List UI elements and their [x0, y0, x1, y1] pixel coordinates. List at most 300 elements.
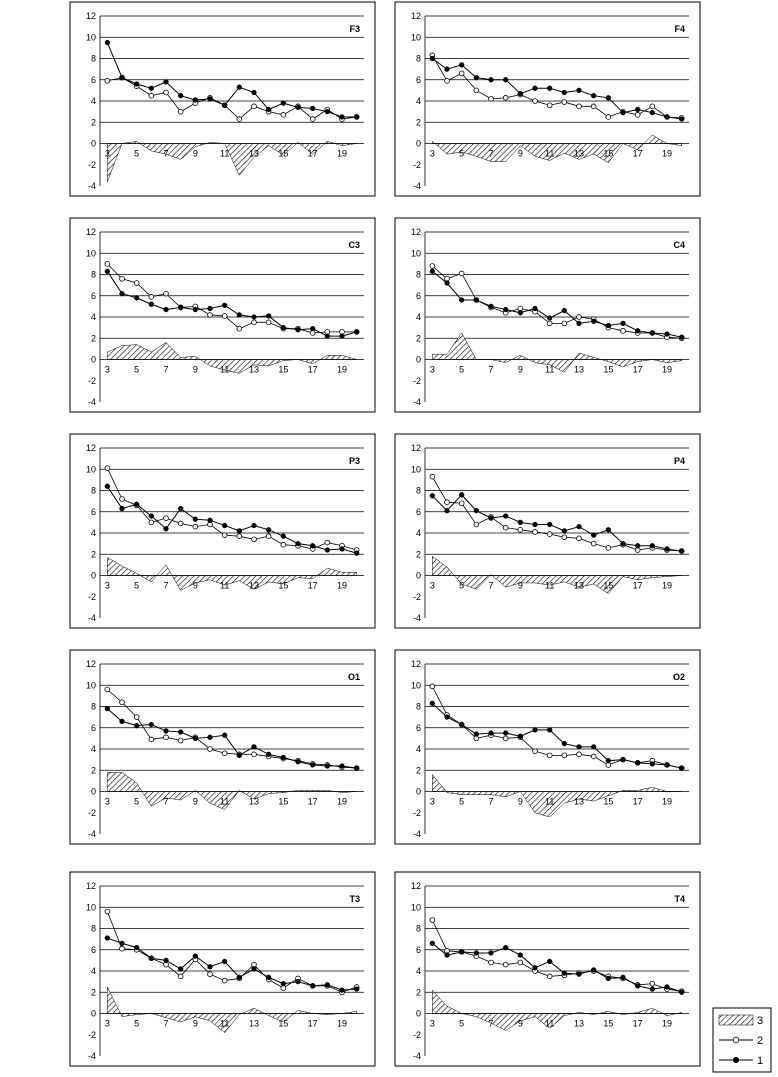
series-1-point: [577, 88, 582, 93]
series-1-point: [489, 77, 494, 82]
panel-title: O2: [672, 672, 685, 682]
series-1-point: [252, 523, 257, 528]
series-1-point: [325, 982, 330, 987]
x-tick-label: 5: [134, 580, 140, 591]
series-1-point: [635, 107, 640, 112]
series-1-point: [208, 735, 213, 740]
x-tick-label: 9: [517, 364, 523, 375]
series-2-point: [178, 521, 183, 526]
series-1-point: [296, 541, 301, 546]
series-1-point: [354, 329, 359, 334]
series-2-point: [503, 525, 508, 530]
series-1-point: [577, 524, 582, 529]
series-1-point: [577, 744, 582, 749]
x-tick-label: 7: [163, 796, 169, 807]
x-tick-label: 17: [632, 1018, 643, 1029]
x-tick-label: 5: [134, 1018, 140, 1029]
series-1-point: [518, 91, 523, 96]
series-1-point: [679, 335, 684, 340]
series-1-point: [325, 334, 330, 339]
series-1-point: [650, 110, 655, 115]
chart-panel-f3: [70, 2, 375, 196]
series-1-point: [354, 115, 359, 120]
series-1-point: [474, 508, 479, 513]
x-tick-label: 15: [278, 364, 289, 375]
series-2-point: [208, 747, 213, 752]
series-1-point: [562, 308, 567, 313]
y-tick-label: 10: [85, 902, 96, 913]
x-tick-label: 3: [104, 364, 110, 375]
x-tick-label: 9: [517, 148, 523, 159]
x-tick-label: 13: [573, 1018, 585, 1029]
series-1-point: [340, 764, 345, 769]
series-2-point: [489, 960, 494, 965]
series-2-point: [178, 738, 183, 743]
series-1-point: [606, 95, 611, 100]
chart-panel-t4: [395, 872, 700, 1066]
y-tick-label: -4: [412, 829, 421, 839]
series-2-point: [650, 104, 655, 109]
series-2-point: [120, 497, 125, 502]
series-2-point: [252, 752, 257, 757]
series-1-point: [164, 307, 169, 312]
series-2-point: [547, 532, 552, 537]
x-tick-label: 19: [336, 796, 348, 807]
series-1-point: [430, 269, 435, 274]
x-tick-label: 11: [219, 796, 230, 807]
x-tick-label: 13: [248, 796, 260, 807]
y-tick-label: 4: [415, 528, 421, 538]
panel-title: C4: [673, 240, 685, 250]
y-tick-label: 0: [415, 1008, 421, 1019]
series-1-point: [591, 968, 596, 973]
series-1-point: [340, 115, 345, 120]
series-1-point: [164, 958, 169, 963]
series-2-point: [120, 946, 125, 951]
panel-title: F4: [674, 24, 685, 34]
x-tick-label: 17: [632, 796, 643, 807]
x-tick-label: 3: [429, 580, 435, 591]
x-tick-label: 13: [573, 580, 585, 591]
series-1-point: [266, 107, 271, 112]
series-2-point: [430, 918, 435, 923]
x-tick-label: 15: [278, 796, 289, 807]
y-tick-label: 8: [415, 269, 421, 280]
x-tick-label: 17: [632, 148, 643, 159]
panel-title: T4: [674, 894, 685, 904]
y-tick-label: 4: [415, 312, 421, 322]
series-1-point: [134, 945, 139, 950]
y-tick-label: 2: [415, 117, 421, 128]
series-2-point: [149, 737, 154, 742]
series-1-point: [281, 534, 286, 539]
y-tick-label: 4: [90, 528, 96, 538]
y-tick-label: 8: [90, 269, 96, 280]
series-2-point: [591, 104, 596, 109]
series-2-point: [252, 537, 257, 542]
x-tick-label: 13: [248, 148, 260, 159]
series-2-point: [222, 751, 227, 756]
series-1-point: [120, 719, 125, 724]
y-tick-label: -2: [87, 375, 96, 386]
x-tick-label: 11: [544, 148, 555, 159]
x-tick-label: 17: [632, 364, 643, 375]
series-2-point: [533, 530, 538, 535]
series-2-point: [281, 112, 286, 117]
series-1-point: [310, 983, 315, 988]
x-tick-label: 13: [573, 796, 585, 807]
series-1-point: [562, 90, 567, 95]
y-tick-label: 12: [85, 881, 96, 891]
series-2-point: [577, 536, 582, 541]
y-tick-label: -2: [412, 375, 421, 386]
x-tick-label: 13: [248, 1018, 260, 1029]
y-tick-label: 6: [90, 290, 96, 301]
series-1-point: [222, 733, 227, 738]
series-2-point: [222, 314, 227, 319]
y-tick-label: 8: [90, 485, 96, 496]
x-tick-label: 13: [573, 148, 585, 159]
y-tick-label: 6: [90, 944, 96, 955]
series-1-point: [178, 730, 183, 735]
series-1-point: [459, 298, 464, 303]
series-1-point: [149, 722, 154, 727]
series-1-point: [459, 62, 464, 67]
series-2-point: [105, 78, 110, 83]
x-tick-label: 15: [603, 580, 614, 591]
x-tick-label: 11: [219, 364, 230, 375]
x-tick-label: 17: [632, 580, 643, 591]
x-tick-label: 13: [248, 364, 260, 375]
y-tick-label: 0: [90, 570, 96, 581]
panel-frame-t4: [395, 872, 700, 1066]
x-tick-label: 19: [661, 796, 673, 807]
series-2-point: [237, 117, 242, 122]
series-2-point: [621, 328, 626, 333]
legend-label-3: 3: [757, 1015, 764, 1027]
series-2-point: [503, 95, 508, 100]
series-1-point: [208, 306, 213, 311]
series-1-point: [533, 86, 538, 91]
series-1-point: [474, 951, 479, 956]
series-1-point: [533, 306, 538, 311]
y-tick-label: 0: [415, 570, 421, 581]
x-tick-label: 13: [573, 364, 585, 375]
series-1-point: [591, 533, 596, 538]
series-1-point: [606, 527, 611, 532]
series-1-point: [621, 975, 626, 980]
x-tick-label: 3: [104, 580, 110, 591]
y-tick-label: 6: [415, 74, 421, 85]
series-2-point: [547, 753, 552, 758]
y-tick-label: 12: [85, 11, 96, 21]
series-1-point: [635, 983, 640, 988]
series-1-point: [547, 522, 552, 527]
panel-frame-o1: [70, 650, 375, 844]
series-2-point: [193, 524, 198, 529]
x-tick-label: 5: [134, 364, 140, 375]
series-2-point: [164, 516, 169, 521]
series-1-point: [489, 304, 494, 309]
series-1-point: [665, 547, 670, 552]
series-2-point: [164, 291, 169, 296]
x-tick-label: 7: [488, 364, 494, 375]
series-1-point: [193, 736, 198, 741]
series-1-point: [266, 527, 271, 532]
series-1-point: [679, 766, 684, 771]
y-tick-label: 8: [90, 923, 96, 934]
series-1-point: [591, 319, 596, 324]
y-tick-label: 12: [85, 443, 96, 453]
series-2-point: [547, 974, 552, 979]
y-tick-label: -2: [87, 591, 96, 602]
x-tick-label: 5: [459, 796, 465, 807]
series-1-point: [178, 506, 183, 511]
y-tick-label: 4: [90, 96, 96, 106]
y-tick-label: 8: [415, 53, 421, 64]
series-1-point: [459, 492, 464, 497]
y-tick-label: 8: [90, 701, 96, 712]
x-tick-label: 19: [336, 580, 348, 591]
y-tick-label: -4: [412, 1051, 421, 1061]
series-1-point: [134, 295, 139, 300]
panel-title: P4: [673, 456, 685, 466]
y-tick-label: -4: [412, 181, 421, 191]
y-tick-label: 12: [410, 11, 421, 21]
series-1-point: [665, 763, 670, 768]
x-tick-label: 15: [603, 1018, 614, 1029]
series-1-point: [252, 315, 257, 320]
series-1-point: [296, 979, 301, 984]
series-1-point: [237, 528, 242, 533]
series-1-point: [635, 760, 640, 765]
series-2-point: [178, 109, 183, 114]
chart-panel-o2: [395, 650, 700, 844]
series-1-point: [621, 541, 626, 546]
series-1-point: [577, 972, 582, 977]
x-tick-label: 17: [307, 796, 318, 807]
y-tick-label: 8: [415, 923, 421, 934]
x-tick-label: 17: [307, 364, 318, 375]
series-1-point: [266, 314, 271, 319]
chart-panel-c4: [395, 218, 700, 412]
x-tick-label: 7: [488, 796, 494, 807]
series-2-point: [635, 112, 640, 117]
series-2-point: [562, 100, 567, 105]
series-1-point: [120, 291, 125, 296]
series-2-point: [459, 501, 464, 506]
series-1-point: [474, 732, 479, 737]
series-1-point: [134, 502, 139, 507]
x-tick-label: 3: [429, 1018, 435, 1029]
series-1-point: [445, 508, 450, 513]
series-1-point: [296, 759, 301, 764]
series-2-point: [310, 117, 315, 122]
chart-panel-t3: [70, 872, 375, 1066]
series-1-point: [222, 523, 227, 528]
series-2-point: [325, 540, 330, 545]
series-2-point: [178, 974, 183, 979]
panel-frame-p4: [395, 434, 700, 628]
series-1-point: [547, 959, 552, 964]
series-1-point: [164, 79, 169, 84]
x-tick-label: 3: [104, 148, 110, 159]
series-2-point: [606, 545, 611, 550]
series-1-point: [354, 987, 359, 992]
series-1-point: [503, 945, 508, 950]
x-tick-label: 17: [307, 148, 318, 159]
x-tick-label: 7: [488, 148, 494, 159]
series-1-point: [340, 547, 345, 552]
legend-marker-1: [733, 1057, 739, 1063]
series-1-point: [459, 722, 464, 727]
series-1-point: [193, 517, 198, 522]
y-tick-label: 6: [415, 506, 421, 517]
y-tick-label: 4: [415, 966, 421, 976]
x-tick-label: 5: [134, 796, 140, 807]
series-1-point: [149, 956, 154, 961]
series-1-point: [665, 985, 670, 990]
series-1-point: [252, 744, 257, 749]
series-1-point: [340, 334, 345, 339]
x-tick-label: 13: [248, 580, 260, 591]
x-tick-label: 19: [336, 1018, 348, 1029]
x-tick-label: 5: [459, 1018, 465, 1029]
series-1-point: [193, 98, 198, 103]
series-1-point: [178, 93, 183, 98]
x-tick-label: 9: [517, 796, 523, 807]
y-tick-label: 2: [415, 765, 421, 776]
y-tick-label: -4: [412, 613, 421, 623]
x-tick-label: 7: [488, 580, 494, 591]
x-tick-label: 11: [544, 580, 555, 591]
series-1-point: [445, 67, 450, 72]
y-tick-label: 4: [415, 744, 421, 754]
series-1-point: [635, 543, 640, 548]
series-1-point: [325, 764, 330, 769]
x-tick-label: 9: [192, 1018, 198, 1029]
series-1-point: [120, 941, 125, 946]
y-tick-label: 10: [410, 32, 421, 43]
x-tick-label: 11: [219, 148, 230, 159]
series-2-point: [562, 535, 567, 540]
series-2-point: [445, 78, 450, 83]
series-1-point: [208, 518, 213, 523]
y-tick-label: -4: [87, 181, 96, 191]
y-tick-label: 12: [410, 443, 421, 453]
x-tick-label: 9: [192, 796, 198, 807]
series-1-point: [178, 305, 183, 310]
series-2-point: [533, 99, 538, 104]
chart-panel-f4: [395, 2, 700, 196]
series-2-point: [105, 466, 110, 471]
x-tick-label: 9: [192, 148, 198, 159]
x-tick-label: 17: [307, 580, 318, 591]
series-2-point: [430, 264, 435, 269]
series-1-point: [665, 115, 670, 120]
x-tick-label: 5: [459, 580, 465, 591]
series-1-point: [679, 990, 684, 995]
y-tick-label: 0: [415, 354, 421, 365]
x-tick-label: 9: [192, 364, 198, 375]
series-1-point: [296, 105, 301, 110]
series-1-point: [445, 953, 450, 958]
series-1-point: [650, 331, 655, 336]
y-tick-label: 12: [85, 227, 96, 237]
y-tick-label: -4: [87, 829, 96, 839]
legend-marker-2: [733, 1037, 739, 1043]
series-2-point: [533, 749, 538, 754]
series-1-point: [503, 514, 508, 519]
legend-label-2: 2: [757, 1035, 764, 1047]
series-2-point: [222, 533, 227, 538]
series-2-point: [547, 103, 552, 108]
y-tick-label: 0: [90, 786, 96, 797]
series-1-point: [120, 75, 125, 80]
x-tick-label: 19: [661, 148, 673, 159]
series-1-point: [533, 727, 538, 732]
series-2-point: [606, 115, 611, 120]
series-2-point: [503, 962, 508, 967]
series-1-point: [149, 86, 154, 91]
series-1-point: [193, 307, 198, 312]
chart-panels: [70, 2, 700, 1066]
legend-label-1: 1: [757, 1055, 764, 1067]
series-1-point: [430, 941, 435, 946]
series-1-point: [606, 976, 611, 981]
y-tick-label: 4: [90, 312, 96, 322]
x-tick-label: 9: [517, 580, 523, 591]
series-1-point: [149, 302, 154, 307]
series-2-point: [577, 752, 582, 757]
x-tick-label: 9: [517, 1018, 523, 1029]
series-2-point: [281, 542, 286, 547]
y-tick-label: 0: [90, 1008, 96, 1019]
y-tick-label: 2: [90, 549, 96, 560]
series-1-point: [266, 752, 271, 757]
series-1-point: [445, 281, 450, 286]
y-tick-label: 2: [90, 987, 96, 998]
series-1-point: [445, 715, 450, 720]
x-tick-label: 11: [219, 1018, 230, 1029]
x-tick-label: 11: [544, 364, 555, 375]
x-tick-label: 3: [104, 1018, 110, 1029]
series-1-point: [650, 987, 655, 992]
series-2-point: [237, 534, 242, 539]
series-1-point: [606, 323, 611, 328]
series-1-point: [310, 326, 315, 331]
series-1-point: [105, 484, 110, 489]
x-tick-label: 17: [307, 1018, 318, 1029]
y-tick-label: 12: [410, 881, 421, 891]
series-2-point: [120, 276, 125, 281]
series-1-point: [164, 526, 169, 531]
series-1-point: [105, 40, 110, 45]
series-1-point: [547, 727, 552, 732]
series-1-point: [149, 514, 154, 519]
y-tick-label: -2: [412, 591, 421, 602]
series-1-point: [503, 731, 508, 736]
y-tick-label: 4: [415, 96, 421, 106]
series-2-point: [252, 320, 257, 325]
y-tick-label: 12: [85, 659, 96, 669]
x-tick-label: 9: [192, 580, 198, 591]
y-tick-label: -4: [87, 1051, 96, 1061]
series-1-point: [430, 701, 435, 706]
series-1-point: [354, 766, 359, 771]
x-tick-label: 19: [661, 580, 673, 591]
series-1-point: [325, 548, 330, 553]
